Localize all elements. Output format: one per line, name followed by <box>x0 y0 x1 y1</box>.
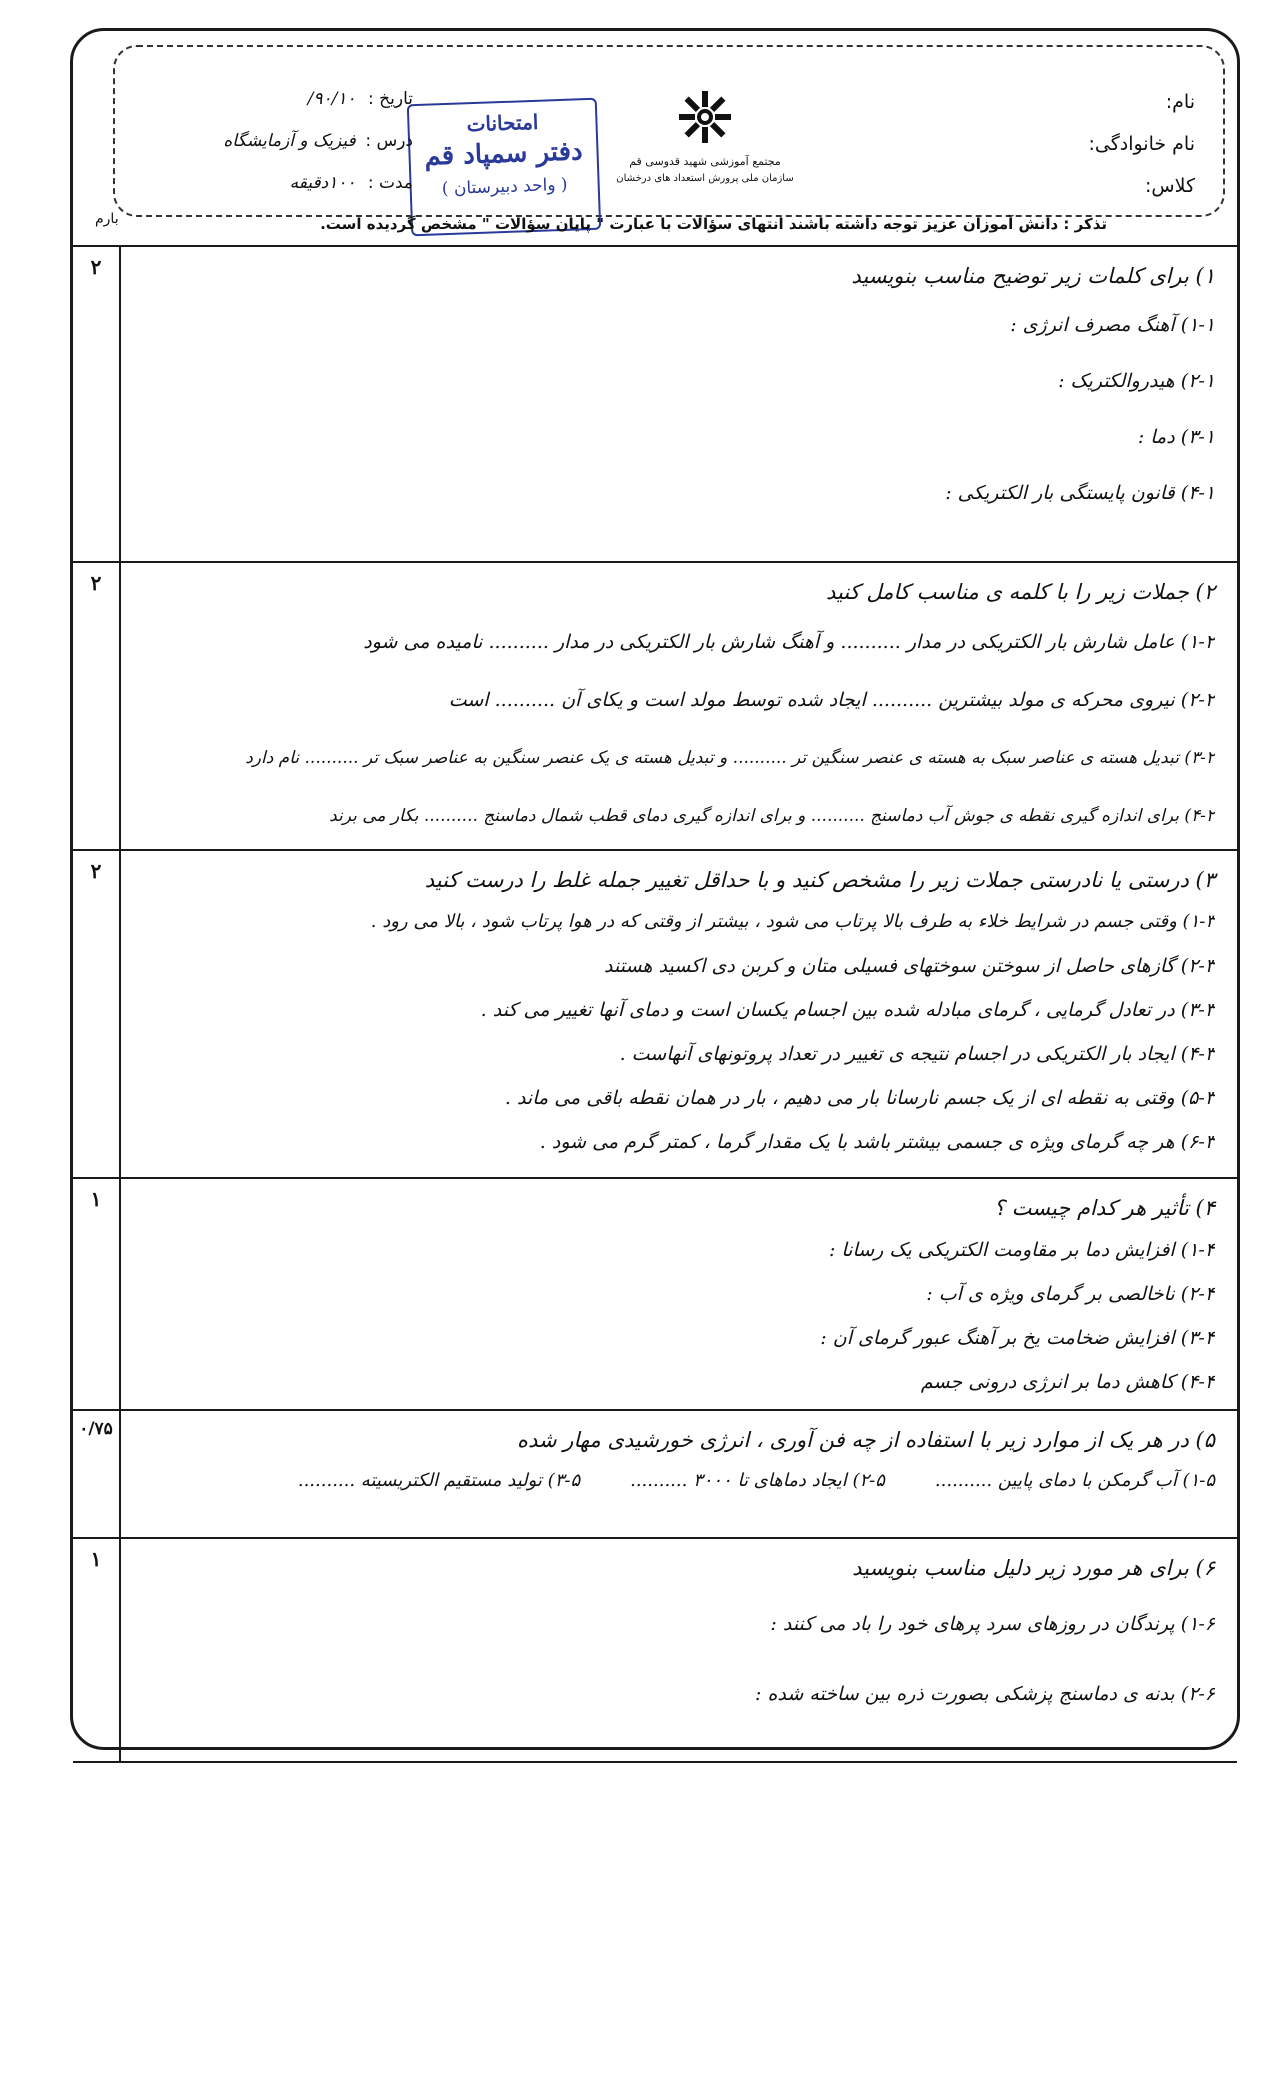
exam-sheet <box>70 28 1240 1750</box>
family-label: نام خانوادگی: <box>1088 133 1195 155</box>
question-item: ۴-۴) کاهش دما بر انرژی درونی جسم <box>920 1371 1215 1393</box>
question-item: ۱-۲) عامل شارش بار الکتریکی در مدار .......... و آهنگ شارش بار الکتریکی در مدار .......... نامیده می شود <box>363 631 1215 653</box>
date-label: تاریخ : <box>368 89 413 109</box>
question-score: ۲ <box>73 851 121 1177</box>
question-item: ۳-۴) افزایش ضخامت یخ بر آهنگ عبور گرمای آن : <box>820 1327 1215 1349</box>
header-box <box>113 45 1225 217</box>
stamp-line-2: دفتر سمپاد قم <box>423 136 584 172</box>
question-item: ۱-۱) آهنگ مصرف انرژی : <box>1010 314 1215 336</box>
school-emblem-icon <box>675 87 735 147</box>
question-item: ۲-۳) گازهای حاصل از سوختن سوختهای فسیلی متان و کربن دی اکسید هستند <box>604 955 1215 977</box>
question-row <box>73 851 1237 1179</box>
question-score: ۱ <box>73 1539 121 1761</box>
question-inline-items <box>137 1461 1215 1501</box>
question-title: ۴) تأثیر هر کدام چیست ؟ <box>993 1196 1215 1220</box>
question-title: ۶) برای هر مورد زیر دلیل مناسب بنویسید <box>852 1556 1215 1580</box>
duration-label: مدت : <box>367 173 413 193</box>
date-value: ۹۰/۱۰/ <box>307 89 356 109</box>
question-item: ۵-۳) وقتی به نقطه ای از یک جسم نارسانا بار می دهیم ، بار در همان نقطه باقی می ماند . <box>504 1087 1215 1109</box>
duration-row <box>223 173 413 215</box>
class-label: کلاس: <box>1145 175 1195 197</box>
question-title: ۲) جملات زیر را با کلمه ی مناسب کامل کنید <box>826 580 1215 604</box>
question-score: ۱ <box>73 1179 121 1409</box>
barem-label: بارم <box>95 211 119 227</box>
question-content <box>123 563 1237 851</box>
subject-row <box>223 131 413 173</box>
question-item: ۲-۱) هیدروالکتریک : <box>1058 370 1215 392</box>
question-score: ۲ <box>73 563 121 849</box>
notice-text: تذکر : دانش آموزان عزیز توجه داشته باشند انتهای سؤالات با عبارت " پایان سؤالات " مشخص گردیده است. <box>320 215 1107 233</box>
question-row <box>73 247 1237 563</box>
question-score: ۰/۷۵ <box>73 1411 121 1537</box>
stamp-line-3: ( واحد دبیرستان ) <box>441 174 568 200</box>
question-item: ۶-۳) هر چه گرمای ویژه ی جسمی بیشتر باشد با یک مقدار گرما ، کمتر گرم می شود . <box>539 1131 1215 1153</box>
question-item: ۱-۵) آب گرمکن با دمای پایین .......... <box>934 1470 1215 1491</box>
subject-label: درس : <box>365 131 413 151</box>
subject-value: فیزیک و آزمایشگاه <box>223 131 356 151</box>
organization-name: سازمان ملی پرورش استعداد های درخشان <box>616 173 794 184</box>
name-label: نام: <box>1165 91 1195 113</box>
question-item: ۲-۲) نیروی محرکه ی مولد بیشترین .......... ایجاد شده توسط مولد است و یکای آن .......... است <box>448 689 1215 711</box>
question-content <box>123 247 1237 527</box>
question-content <box>123 1539 1237 1735</box>
question-item: ۲-۵) ایجاد دماهای تا ۳۰۰۰ .......... <box>630 1470 885 1491</box>
date-row <box>223 89 413 131</box>
question-title: ۵) در هر یک از موارد زیر با استفاده از چه فن آوری ، انرژی خورشیدی مهار شده <box>517 1428 1215 1452</box>
questions-table <box>73 245 1237 1763</box>
question-row <box>73 1539 1237 1763</box>
question-item: ۱-۶) پرندگان در روزهای سرد پرهای خود را باد می کنند : <box>770 1613 1215 1635</box>
question-title: ۱) برای کلمات زیر توضیح مناسب بنویسید <box>851 264 1215 288</box>
question-content <box>123 1179 1237 1411</box>
question-score: ۲ <box>73 247 121 561</box>
question-row <box>73 1179 1237 1411</box>
question-item: ۳-۱) دما : <box>1137 426 1215 448</box>
student-info <box>1025 85 1195 211</box>
question-item: ۱-۴) افزایش دما بر مقاومت الکتریکی یک رسانا : <box>828 1239 1215 1261</box>
question-item: ۱-۳) وقتی جسم در شرایط خلاء به طرف بالا پرتاب می شود ، بیشتر از وقتی که در هوا پرتاب شود ، بالا می رود . <box>370 911 1215 932</box>
school-emblem-block <box>595 87 815 187</box>
school-name: مجتمع آموزشی شهید قدوسی قم <box>629 155 781 168</box>
question-item: ۲-۶) بدنه ی دماسنج پزشکی بصورت ذره بین ساخته شده : <box>755 1683 1215 1705</box>
duration-value: ۱۰۰دقیقه <box>289 173 356 193</box>
question-item: ۳-۲) تبدیل هسته ی عناصر سبک به هسته ی عنصر سنگین تر .......... و تبدیل هسته ی یک عنصر سنگین به عناصر سبک تر .......... نام دارد <box>245 748 1215 768</box>
question-item: ۳-۵) تولید مستقیم الکتریسیته .......... <box>297 1470 581 1491</box>
stamp-line-1: امتحانات <box>466 109 539 137</box>
question-row <box>73 1411 1237 1539</box>
question-item: ۳-۳) در تعادل گرمایی ، گرمای مبادله شده بین اجسام یکسان است و دمای آنها تغییر می کند . <box>480 999 1215 1021</box>
question-row <box>73 563 1237 851</box>
question-item: ۴-۳) ایجاد بار الکتریکی در اجسام نتیجه ی تغییر در تعداد پروتونهای آنهاست . <box>619 1043 1215 1065</box>
question-content <box>123 1411 1237 1507</box>
question-content <box>123 851 1237 1171</box>
question-item: ۴-۲) برای اندازه گیری نقطه ی جوش آب دماسنج .......... و برای اندازه گیری دمای قطب شمال دماسنج .......... بکار می برند <box>329 806 1215 826</box>
question-title: ۳) درستی یا نادرستی جملات زیر را مشخص کنید و با حداقل تغییر جمله غلط را درست کنید <box>424 868 1215 892</box>
question-item: ۴-۱) قانون پایستگی بار الکتریکی : <box>945 482 1215 504</box>
exam-info <box>223 89 413 215</box>
question-item: ۲-۴) ناخالصی بر گرمای ویژه ی آب : <box>926 1283 1215 1305</box>
